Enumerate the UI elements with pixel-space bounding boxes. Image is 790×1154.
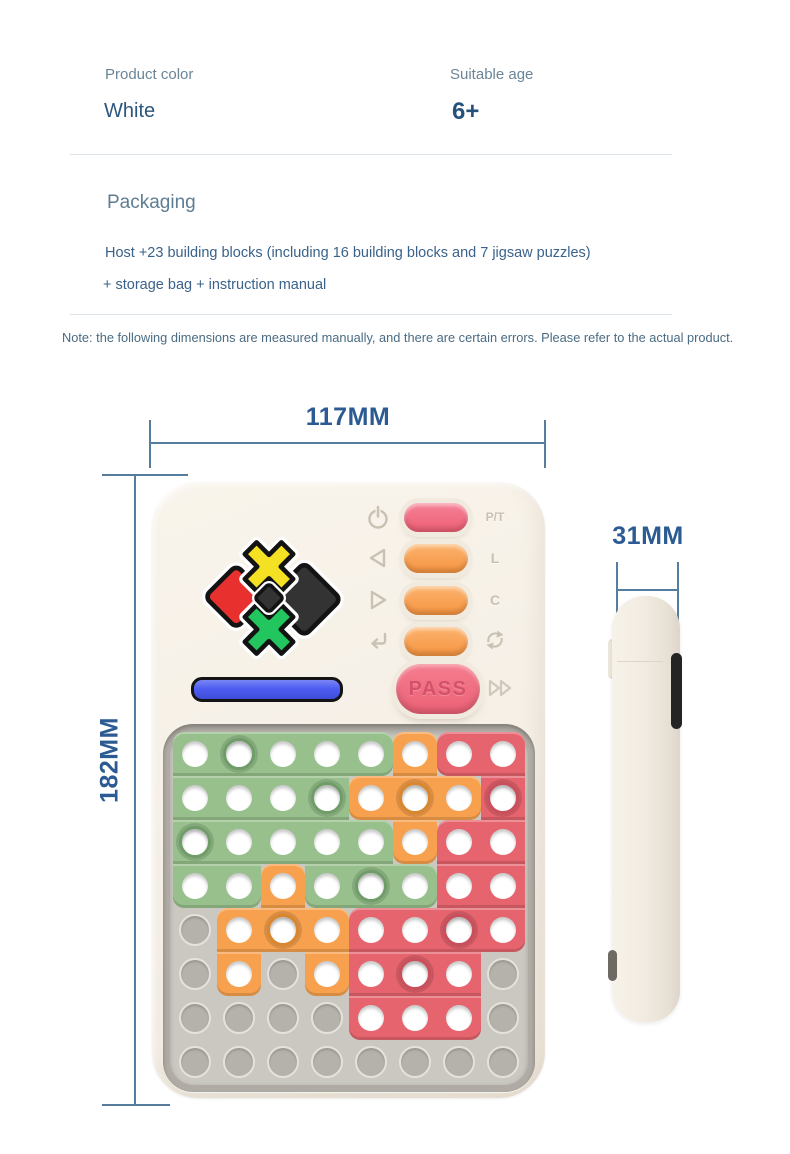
board-hole xyxy=(226,785,252,811)
board-hole xyxy=(182,741,208,767)
board-hole xyxy=(402,873,428,899)
board-piece-cell xyxy=(481,732,525,776)
left-pill-label: L xyxy=(490,550,500,566)
board-hole xyxy=(358,741,384,767)
width-dimension-tick-right xyxy=(544,420,546,468)
board-empty-cell xyxy=(261,996,305,1040)
board-peg xyxy=(443,914,475,946)
board-piece-cell xyxy=(393,820,437,864)
board-piece-cell xyxy=(217,732,261,776)
board-piece-cell xyxy=(437,776,481,820)
board-empty-hole xyxy=(179,1046,211,1078)
board-piece-cell xyxy=(437,996,481,1040)
board-peg xyxy=(267,914,299,946)
board-hole xyxy=(314,829,340,855)
packaging-title: Packaging xyxy=(107,192,196,213)
board-hole xyxy=(446,741,472,767)
board-hole xyxy=(446,961,472,987)
board-empty-hole xyxy=(267,1046,299,1078)
board-hole xyxy=(314,873,340,899)
board-hole xyxy=(270,829,296,855)
board-empty-cell xyxy=(481,996,525,1040)
board-piece-cell xyxy=(481,908,525,952)
board-piece-cell xyxy=(481,820,525,864)
board-piece-cell xyxy=(261,776,305,820)
board-peg xyxy=(311,782,343,814)
board-empty-hole xyxy=(267,1002,299,1034)
board-piece-cell xyxy=(173,732,217,776)
board-hole xyxy=(490,741,516,767)
board-hole xyxy=(314,741,340,767)
board-hole xyxy=(402,829,428,855)
control-row-power xyxy=(366,501,508,533)
board-empty-cell xyxy=(173,1040,217,1084)
board-piece-cell xyxy=(349,864,393,908)
power-pill-label: P/T xyxy=(485,510,505,524)
board-piece-cell xyxy=(217,820,261,864)
puzzle-device-side xyxy=(612,596,680,1022)
board-empty-cell xyxy=(173,908,217,952)
board-hole xyxy=(226,961,252,987)
board-piece-cell xyxy=(261,820,305,864)
product-color-value: White xyxy=(104,100,156,122)
board-piece-cell xyxy=(393,776,437,820)
board-empty-cell xyxy=(305,1040,349,1084)
board-empty-hole xyxy=(399,1046,431,1078)
board-piece-cell xyxy=(437,820,481,864)
board-piece-cell xyxy=(393,996,437,1040)
product-color-label: Product color xyxy=(105,66,194,83)
board-empty-cell xyxy=(437,1040,481,1084)
board-peg xyxy=(399,782,431,814)
divider xyxy=(70,314,672,315)
power-icon xyxy=(366,504,390,531)
depth-dimension-line xyxy=(617,589,679,591)
board-piece-cell xyxy=(393,732,437,776)
board-piece-cell xyxy=(305,820,349,864)
fast-forward-icon xyxy=(487,677,515,704)
control-row-left xyxy=(366,542,508,574)
board-empty-hole xyxy=(179,1002,211,1034)
board-piece-cell xyxy=(173,820,217,864)
board-empty-cell xyxy=(481,952,525,996)
measurement-note: Note: the following dimensions are measured manually, and there are certain errors. Please refer to the actual product. xyxy=(62,330,734,345)
pass-button: PASS xyxy=(396,664,480,714)
board-hole xyxy=(270,873,296,899)
board-hole xyxy=(402,741,428,767)
board-hole xyxy=(446,829,472,855)
puzzle-board-inner xyxy=(170,731,528,1085)
board-piece-cell xyxy=(437,732,481,776)
side-logo-edge xyxy=(671,653,682,729)
board-piece-cell xyxy=(437,908,481,952)
board-piece-cell xyxy=(349,952,393,996)
height-dimension-tick-bottom xyxy=(102,1104,170,1106)
board-empty-hole xyxy=(223,1002,255,1034)
width-dimension-line xyxy=(150,442,545,444)
board-empty-hole xyxy=(223,1046,255,1078)
board-piece-cell xyxy=(393,952,437,996)
board-hole xyxy=(490,917,516,943)
side-bottom-bump xyxy=(608,950,617,981)
board-piece-cell xyxy=(349,908,393,952)
board-empty-cell xyxy=(173,996,217,1040)
right-pill-label: C xyxy=(489,592,501,608)
board-empty-cell xyxy=(217,1040,261,1084)
board-piece-cell xyxy=(349,820,393,864)
side-seam-line xyxy=(617,661,663,662)
board-piece-cell xyxy=(349,996,393,1040)
rotate-icon xyxy=(482,629,508,654)
board-hole xyxy=(270,785,296,811)
control-row-right xyxy=(366,584,508,616)
board-hole xyxy=(446,1005,472,1031)
packaging-line-2: + storage bag + instruction manual xyxy=(103,277,327,293)
left-pill-button xyxy=(404,544,468,573)
power-pill-button xyxy=(404,503,468,532)
board-empty-cell xyxy=(393,1040,437,1084)
return-icon xyxy=(366,629,390,653)
divider xyxy=(70,154,672,155)
board-piece-cell xyxy=(393,908,437,952)
triangle-right-icon xyxy=(366,588,390,612)
height-dimension-label: 182MM xyxy=(95,717,124,803)
board-hole xyxy=(402,917,428,943)
board-piece-cell xyxy=(437,952,481,996)
board-hole xyxy=(446,785,472,811)
height-dimension-tick-top xyxy=(102,474,188,476)
board-peg xyxy=(223,738,255,770)
board-piece-cell xyxy=(217,952,261,996)
board-empty-cell xyxy=(173,952,217,996)
board-piece-cell xyxy=(437,864,481,908)
board-hole xyxy=(182,785,208,811)
board-hole xyxy=(490,829,516,855)
blue-slider-bar xyxy=(191,677,343,702)
board-hole xyxy=(358,1005,384,1031)
board-hole xyxy=(182,873,208,899)
board-peg xyxy=(399,958,431,990)
board-empty-cell xyxy=(349,1040,393,1084)
board-empty-cell xyxy=(261,952,305,996)
board-empty-cell xyxy=(217,996,261,1040)
width-dimension-label: 117MM xyxy=(305,403,391,431)
board-piece-cell xyxy=(261,908,305,952)
board-empty-hole xyxy=(443,1046,475,1078)
control-row-rotate xyxy=(366,625,508,657)
board-empty-hole xyxy=(487,958,519,990)
board-hole xyxy=(314,917,340,943)
puzzle-board-grid xyxy=(173,732,525,1084)
board-peg xyxy=(487,782,519,814)
puzzle-logo xyxy=(193,524,345,672)
rotate-pill-button xyxy=(404,627,468,656)
board-hole xyxy=(446,873,472,899)
suitable-age-label: Suitable age xyxy=(450,66,534,83)
board-hole xyxy=(358,961,384,987)
width-dimension-tick-left xyxy=(149,420,151,468)
board-empty-hole xyxy=(487,1002,519,1034)
board-piece-cell xyxy=(305,732,349,776)
board-empty-cell xyxy=(261,1040,305,1084)
board-empty-hole xyxy=(179,914,211,946)
board-peg xyxy=(179,826,211,858)
board-piece-cell xyxy=(173,864,217,908)
board-hole xyxy=(358,917,384,943)
height-dimension-line xyxy=(134,474,136,1106)
board-piece-cell xyxy=(481,776,525,820)
board-piece-cell xyxy=(305,952,349,996)
packaging-line-1: Host +23 building blocks (including 16 building blocks and 7 jigsaw puzzles) xyxy=(105,245,591,261)
board-piece-cell xyxy=(261,864,305,908)
board-hole xyxy=(314,961,340,987)
board-piece-cell xyxy=(349,776,393,820)
puzzle-board-tray xyxy=(163,724,535,1092)
board-hole xyxy=(226,829,252,855)
board-hole xyxy=(226,873,252,899)
board-piece-cell xyxy=(305,908,349,952)
board-piece-cell xyxy=(305,776,349,820)
board-piece-cell xyxy=(173,776,217,820)
right-pill-button xyxy=(404,586,468,615)
board-empty-hole xyxy=(311,1046,343,1078)
board-piece-cell xyxy=(261,732,305,776)
board-peg xyxy=(355,870,387,902)
board-empty-hole xyxy=(267,958,299,990)
board-piece-cell xyxy=(349,732,393,776)
board-hole xyxy=(402,1005,428,1031)
board-piece-cell xyxy=(393,864,437,908)
board-piece-cell xyxy=(217,864,261,908)
board-hole xyxy=(270,741,296,767)
board-piece-cell xyxy=(217,908,261,952)
board-empty-hole xyxy=(311,1002,343,1034)
board-hole xyxy=(358,829,384,855)
triangle-left-icon xyxy=(366,546,390,570)
board-empty-hole xyxy=(487,1046,519,1078)
board-empty-cell xyxy=(305,996,349,1040)
board-empty-hole xyxy=(179,958,211,990)
suitable-age-value: 6+ xyxy=(452,98,480,125)
board-piece-cell xyxy=(481,864,525,908)
depth-dimension-label: 31MM xyxy=(612,522,684,550)
board-empty-hole xyxy=(355,1046,387,1078)
board-piece-cell xyxy=(217,776,261,820)
board-empty-cell xyxy=(481,1040,525,1084)
board-hole xyxy=(490,873,516,899)
board-hole xyxy=(358,785,384,811)
board-hole xyxy=(226,917,252,943)
board-piece-cell xyxy=(305,864,349,908)
